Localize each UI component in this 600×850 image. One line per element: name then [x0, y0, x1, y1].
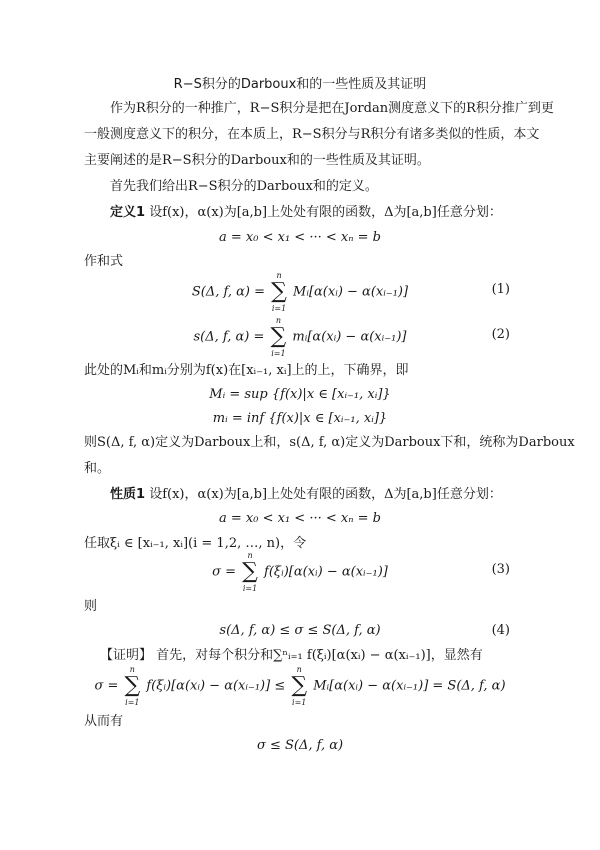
sum-symbol: n ∑ i=1	[270, 316, 287, 358]
equation-1-lhs: S(Δ, f, α) =	[191, 284, 266, 300]
sup-equation: Mᵢ = sup {f(x)|x ∈ [xᵢ₋₁, xᵢ]}	[209, 387, 391, 402]
paper-title: R−S积分的Darboux和的一些性质及其证明	[173, 77, 427, 92]
equation-4-number: (4)	[491, 623, 510, 638]
proof-equation-lhs: σ =	[94, 678, 119, 694]
take-xi-text: 任取ξᵢ ∈ [xᵢ₋₁, xᵢ](i = 1,2, …, n)，令	[84, 536, 307, 551]
hence-text: 从而有	[84, 714, 124, 729]
intro-line-3: 主要阐述的是R−S积分的Darboux和的一些性质及其证明。	[84, 153, 430, 168]
intro-line-2: 一般测度意义下的积分，在本质上，R−S积分与R积分有诸多类似的性质，本文	[84, 127, 540, 142]
equation-2-number: (2)	[491, 327, 510, 342]
equation-1	[0, 270, 600, 313]
equation-2	[0, 315, 600, 358]
proof-equation	[0, 664, 600, 707]
property-1-label: 性质1	[110, 487, 146, 502]
where-text: 此处的Mᵢ和mᵢ分别为f(x)在[xᵢ₋₁, xᵢ]上的上，下确界，即	[84, 363, 409, 378]
property-1-line	[110, 486, 502, 504]
partition-equation-2: a = x₀ < x₁ < ··· < xₙ = b	[219, 511, 381, 526]
equation-3-lhs: σ =	[212, 564, 237, 580]
form-sum-text: 作和式	[84, 254, 124, 269]
definition-conclusion-2: 和。	[84, 461, 111, 476]
then-text: 则	[84, 599, 98, 614]
sum-symbol: n ∑ i=1	[291, 665, 308, 707]
inf-equation: mᵢ = inf {f(x)|x ∈ [xᵢ₋₁, xᵢ]}	[212, 411, 388, 426]
sum-symbol: n ∑ i=1	[271, 271, 287, 313]
proof-label: 【证明】	[100, 648, 153, 663]
sum-symbol: n ∑ i=1	[242, 551, 258, 593]
proof-equation-mid: f(ξᵢ)[α(xᵢ) − α(xᵢ₋₁)] ≤	[146, 678, 286, 694]
equation-3-number: (3)	[491, 562, 510, 577]
intro-line-1: 作为R积分的一种推广，R−S积分是把在Jordan测度意义下的R积分推广到更	[110, 101, 554, 116]
partition-equation-1: a = x₀ < x₁ < ··· < xₙ = b	[219, 230, 381, 245]
definition-1-line	[110, 204, 502, 222]
proof-text: 首先，对每个积分和∑ⁿᵢ₌₁ f(ξᵢ)[α(xᵢ) − α(xᵢ₋₁)]，显然有	[156, 648, 483, 663]
proof-line	[100, 647, 483, 665]
equation-1-rhs: Mᵢ[α(xᵢ) − α(xᵢ₋₁)]	[293, 284, 409, 300]
equation-2-rhs: mᵢ[α(xᵢ) − α(xᵢ₋₁)]	[292, 329, 407, 345]
final-equation: σ ≤ S(Δ, f, α)	[256, 738, 344, 753]
equation-3-rhs: f(ξᵢ)[α(xᵢ) − α(xᵢ₋₁)]	[264, 564, 388, 580]
definition-conclusion-1: 则S(Δ, f, α)定义为Darboux上和，s(Δ, f, α)定义为Darboux下和，统称为Darboux	[84, 435, 575, 450]
equation-2-lhs: s(Δ, f, α) =	[193, 329, 265, 345]
definition-1-label: 定义1	[110, 205, 146, 220]
equation-3	[0, 550, 600, 593]
equation-1-number: (1)	[491, 282, 510, 297]
property-1-text: 设f(x)，α(x)为[a,b]上处处有限的函数，Δ为[a,b]任意分划：	[149, 487, 502, 502]
proof-equation-rhs: Mᵢ[α(xᵢ) − α(xᵢ₋₁)] = S(Δ, f, α)	[313, 678, 506, 694]
equation-4: s(Δ, f, α) ≤ σ ≤ S(Δ, f, α)	[219, 623, 381, 638]
intro-line-4: 首先我们给出R−S积分的Darboux和的定义。	[110, 179, 378, 194]
sum-symbol: n ∑ i=1	[124, 665, 141, 707]
definition-1-text: 设f(x)，α(x)为[a,b]上处处有限的函数，Δ为[a,b]任意分划：	[149, 205, 502, 220]
